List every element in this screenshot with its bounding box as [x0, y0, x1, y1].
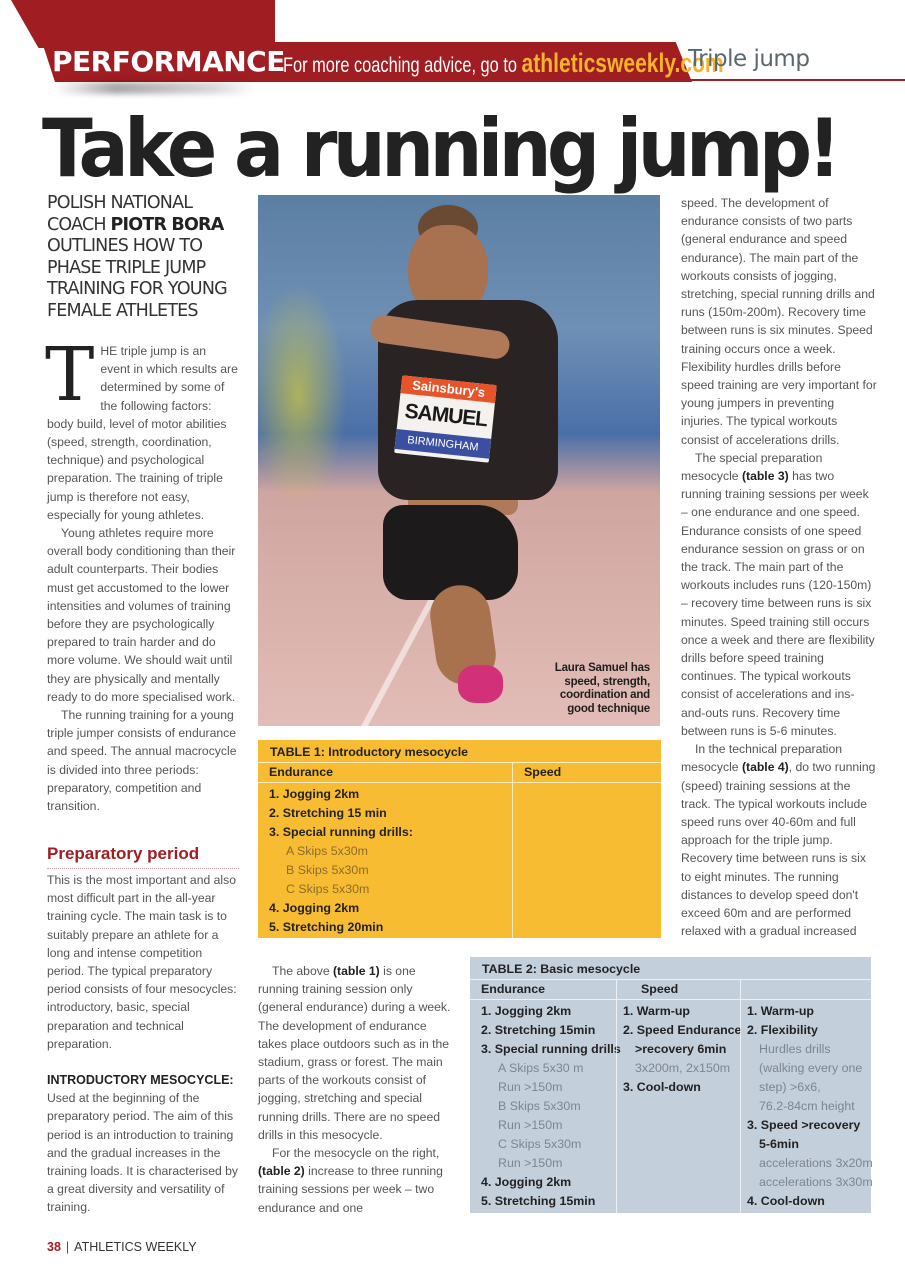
website-link[interactable]: athleticsweekly.com	[521, 48, 724, 78]
table-item: >recovery 6min	[635, 1042, 727, 1056]
table-subitem: 3x200m, 2x150m	[635, 1061, 731, 1075]
table-item: 2. Flexibility	[747, 1023, 818, 1037]
text-run: has two running training sessions per week – one endurance and one speed. Endurance consists of one speed endurance session on grass or on the track. The main part of the workouts includes runs (120-150m) – recovery time between runs is six minutes. Speed training still occurs once a week and there are flexibility drills before speed training continues. The typical workouts consist of accelerations and ins-and-outs runs. Recovery time between runs is 5-6 minutes.	[681, 469, 875, 738]
table-subitem: Run >150m	[498, 1118, 563, 1132]
table-item: 1. Warm-up	[623, 1004, 691, 1018]
table-item: 2. Speed Endurance	[623, 1023, 742, 1037]
header-banner-tab	[0, 0, 275, 48]
body-paragraph	[258, 962, 458, 1144]
table-reference: (table 3)	[741, 469, 789, 484]
speed-column	[512, 783, 661, 938]
speed-column-2	[740, 1000, 871, 1214]
table-item: 4. Cool-down	[747, 1194, 825, 1208]
column-header-blank	[740, 980, 871, 999]
body-paragraph: HE triple jump is an event in which results are determined by some of the following factors: body build, level of motor abilities (speed, strength, coordination, technique) and psychological preparation. The training of triple jump is therefore not easy, especially for young athletes.	[47, 344, 238, 522]
standfirst-text: POLISH NATIONAL COACH	[47, 193, 193, 235]
table-item: 1. Warm-up	[747, 1004, 815, 1018]
table-item: 3. Cool-down	[623, 1080, 701, 1094]
column-header-speed: Speed	[512, 763, 661, 782]
table-body	[258, 783, 661, 938]
table-subitem: C Skips 5x30m	[498, 1137, 582, 1151]
text-run: In the technical preparation mesocycle	[681, 742, 843, 775]
topic-label: Triple jump	[688, 46, 810, 72]
athlete-photo	[258, 195, 660, 726]
table-item: 1. Jogging 2km	[269, 787, 360, 801]
table-body	[470, 1000, 871, 1214]
table-item: 4. Jogging 2km	[269, 901, 360, 915]
text-run: For the mesocycle on the right,	[272, 1146, 440, 1161]
table-item: 5. Stretching 15min	[481, 1194, 596, 1208]
table-header-row	[258, 762, 661, 783]
body-paragraph	[258, 1144, 458, 1217]
table-subitem: B Skips 5x30m	[498, 1099, 581, 1113]
table-title: TABLE 1: Introductory mesocycle	[270, 745, 469, 759]
endurance-column	[470, 1000, 621, 1214]
table-subitem: Hurdles drills	[759, 1042, 831, 1056]
table-reference: (table 4)	[741, 760, 789, 775]
tagline-text: For more coaching advice, go to	[283, 54, 522, 77]
text-run: increase to three running training sessions per week – two endurance and one	[258, 1164, 443, 1215]
body-paragraph: speed. The development of endurance consists of two parts (general endurance and speed endurance). The main part of the workouts consists of jogging, stretching, special running drills and runs (150m-200m). Recovery time between runs is six minutes. Speed training occurs once a week. Flexibility hurdles drills before speed training are very important for young jumpers in preventing injuries. The typical workouts consist of accelerations drills.	[681, 196, 877, 447]
text-run: , do two running (speed) training sessions at the track. The typical workouts include speed runs over 40-60m and full approach for the triple jump. Recovery time between runs is six to eight minutes. The running distances to develop speed don't exceed 60m and are performed relaxed with a gradual increased	[681, 760, 876, 939]
author-name: PIOTR BORA	[110, 214, 224, 235]
bib-city: BIRMINGHAM	[395, 429, 492, 459]
table-subitem: Run >150m	[498, 1156, 563, 1170]
body-paragraph: Young athletes require more overall body conditioning than their adult counterparts. Their bodies must get accustomed to the lower intensities and volumes of training before they are psychologically prepared to train harder and do more volume. We should wait until they are physically and mentally ready to do more specialised work.	[47, 526, 236, 704]
drop-cap: T	[45, 332, 95, 418]
table-subitem: (walking every one	[759, 1061, 863, 1075]
text-run: The above	[272, 964, 333, 978]
text-run: is one running training session only (general endurance) during a week. The development of endurance takes place outdoors such as in the stadium, grass or forest. The main parts of the workouts consist of jogging, stretching and special running drills. There are no speed drills in this mesocycle.	[258, 964, 451, 1142]
header-banner-shadow	[55, 82, 255, 94]
section-heading-introductory: INTRODUCTORY MESOCYCLE:	[47, 1073, 234, 1088]
bib-sponsor: Sainsbury's	[400, 375, 496, 403]
body-paragraph	[681, 740, 877, 940]
header-tagline	[283, 47, 724, 79]
column-header-speed: Speed	[616, 980, 740, 999]
table-header-row	[470, 979, 871, 1000]
footer-separator: |	[65, 1240, 70, 1254]
table-2-basic-mesocycle	[470, 957, 871, 1213]
table-subitem: C Skips 5x30m	[286, 882, 370, 896]
section-label: PERFORMANCE	[52, 45, 285, 78]
speed-column	[616, 1000, 740, 1214]
race-bib	[394, 375, 497, 463]
table-item: 5-6min	[759, 1137, 799, 1151]
table-subitem: B Skips 5x30m	[286, 863, 369, 877]
table-item: 3. Special running drills:	[269, 825, 413, 839]
standfirst-text: OUTLINES HOW TO PHASE TRIPLE JUMP TRAINING FOR YOUNG FEMALE ATHLETES	[47, 236, 227, 321]
endurance-column	[258, 783, 512, 938]
column-1	[45, 332, 239, 815]
header-rule	[680, 79, 905, 81]
table-item: 4. Jogging 2km	[481, 1175, 572, 1189]
table-subitem: accelerations 3x30m	[759, 1175, 873, 1189]
table-reference: (table 1)	[332, 964, 380, 978]
page-footer	[47, 1240, 197, 1254]
body-paragraph	[681, 449, 877, 740]
table-item: 3. Speed >recovery	[747, 1118, 861, 1132]
table-subitem: 76.2-84cm height	[759, 1099, 855, 1113]
body-paragraph: This is the most important and also most difficult part in the all-year training cycle. The main task is to suitably prepare an athlete for a long and intense competition period. The typical preparatory period consists of four mesocycles: introductory, basic, special preparation and technical preparation.	[47, 873, 237, 1051]
table-subitem: step) >6x6,	[759, 1080, 821, 1094]
table-subitem: accelerations 3x20m	[759, 1156, 873, 1170]
column-3	[681, 194, 877, 940]
table-item: 5. Stretching 20min	[269, 920, 384, 934]
page-title: Take a running jump!	[42, 102, 837, 195]
table-subitem: A Skips 5x30 m	[498, 1061, 584, 1075]
table-reference: (table 2)	[258, 1164, 305, 1179]
table-title: TABLE 2: Basic mesocycle	[482, 962, 641, 976]
table-subitem: A Skips 5x30m	[286, 844, 368, 858]
text-run: The special preparation mesocycle	[681, 450, 823, 484]
standfirst	[47, 193, 247, 322]
column-header-endurance: Endurance	[269, 765, 334, 779]
photo-caption: Laura Samuel has speed, strength, coordination and good technique	[554, 662, 650, 715]
table-item: 3. Special running drills	[481, 1042, 621, 1056]
subheading-preparatory-period: Preparatory period	[47, 844, 239, 869]
column-2	[258, 962, 458, 1217]
table-item: 1. Jogging 2km	[481, 1004, 572, 1018]
athlete-shoe	[458, 665, 503, 703]
column-1-continued	[47, 871, 242, 1217]
column-header-endurance: Endurance	[481, 982, 546, 996]
table-subitem: Run >150m	[498, 1080, 563, 1094]
bib-name: SAMUEL	[403, 399, 489, 432]
body-paragraph: Used at the beginning of the preparatory period. The aim of this period is an introduction to training and the gradual increases in the training loads. It is characterised by a great diversity and versatility of training.	[47, 1091, 239, 1215]
body-paragraph: The running training for a young triple jumper consists of endurance and speed. The annual macrocycle is divided into three periods: preparatory, competition and transition.	[47, 708, 237, 814]
table-1-introductory-mesocycle	[258, 740, 661, 938]
table-item: 2. Stretching 15min	[481, 1023, 596, 1037]
table-item: 2. Stretching 15 min	[269, 806, 387, 820]
page-number: 38	[47, 1240, 61, 1254]
publication-name: ATHLETICS WEEKLY	[74, 1240, 197, 1254]
